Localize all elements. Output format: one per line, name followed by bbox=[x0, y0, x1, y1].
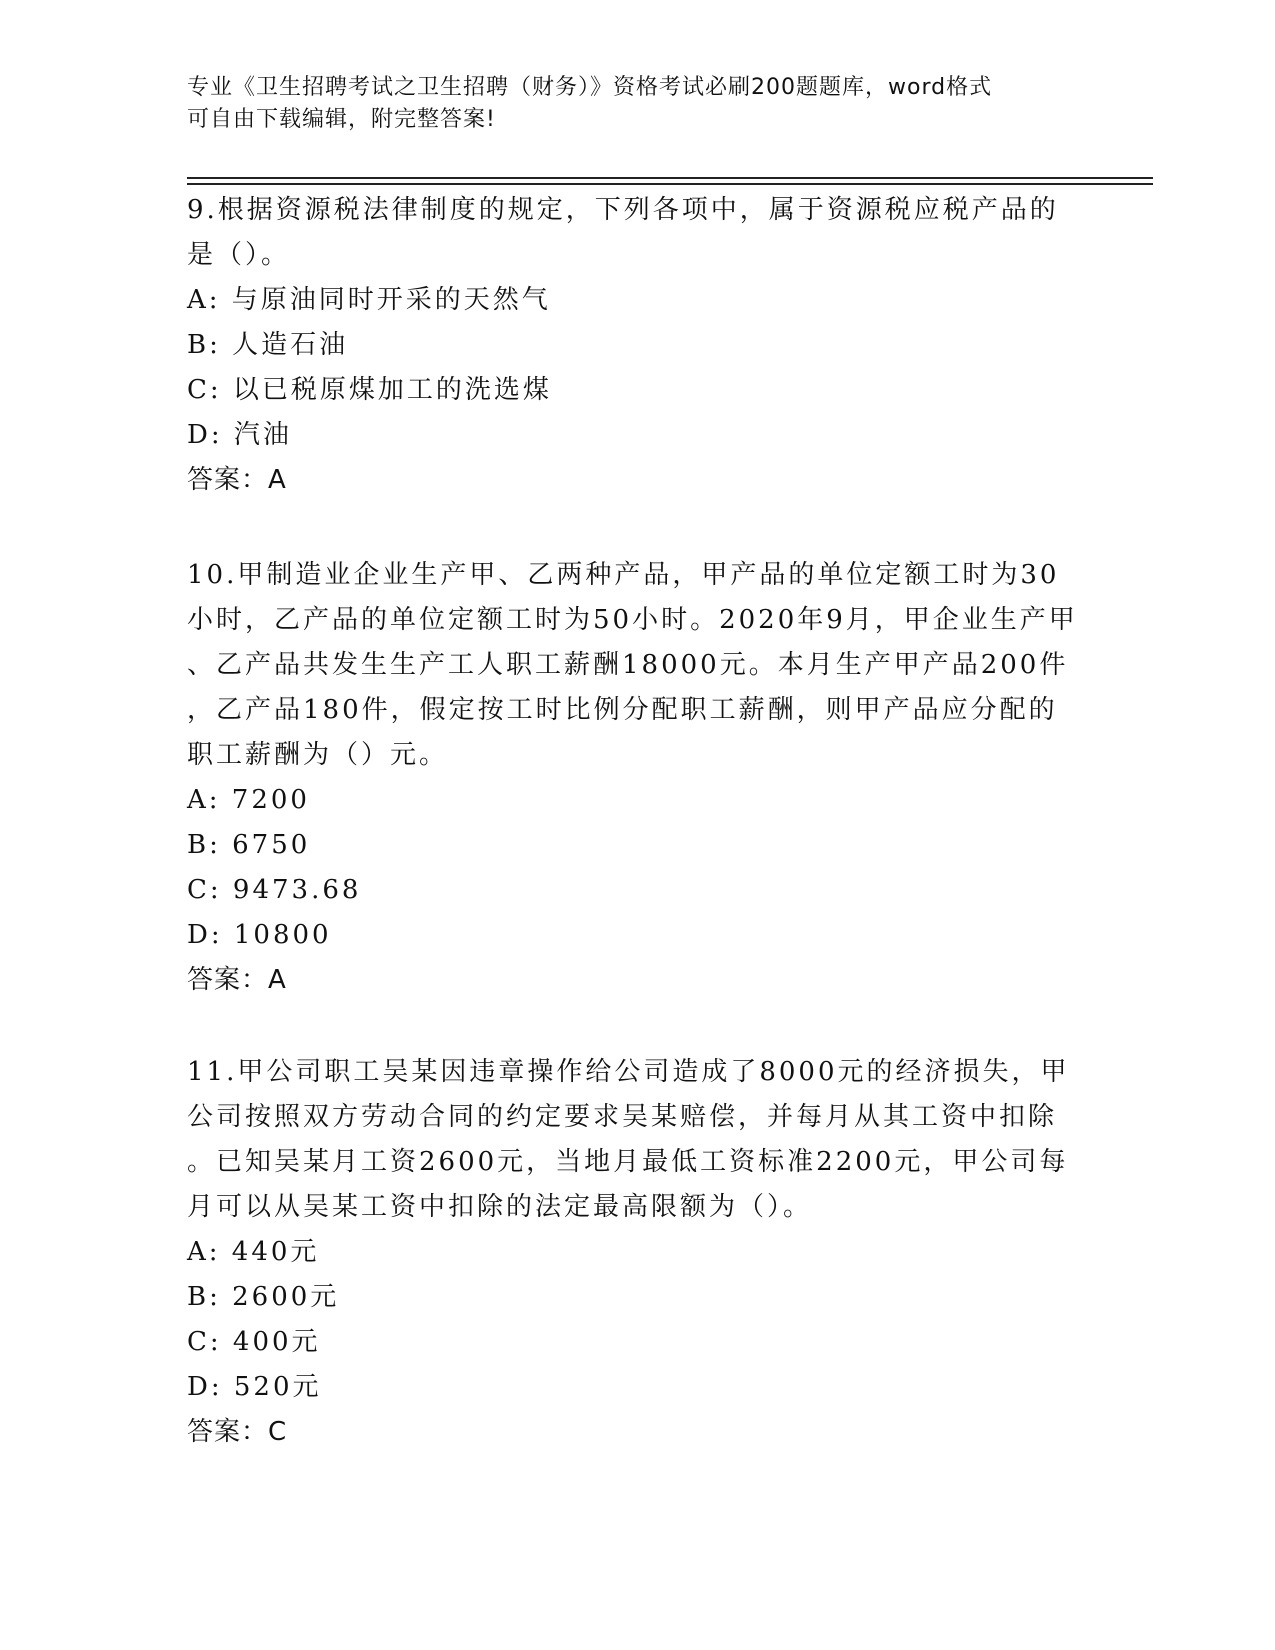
question-stem-line: 月可以从吴某工资中扣除的法定最高限额为（）。 bbox=[187, 1192, 813, 1222]
option-c: C: 9473.68 bbox=[187, 875, 362, 905]
question-stem-line: 11.甲公司职工吴某因违章操作给公司造成了8000元的经济损失，甲 bbox=[187, 1057, 1070, 1087]
option-c: C: 400元 bbox=[187, 1327, 321, 1357]
document-header bbox=[187, 72, 1067, 136]
option-b: B: 2600元 bbox=[187, 1282, 340, 1312]
question-stem-line: 小时，乙产品的单位定额工时为50小时。2020年9月，甲企业生产甲 bbox=[187, 605, 1078, 635]
option-b: B: 人造石油 bbox=[187, 330, 349, 360]
option-a: A: 7200 bbox=[187, 785, 310, 815]
header-rule-bottom bbox=[187, 183, 1153, 185]
header-line-2: 可自由下载编辑，附完整答案! bbox=[187, 107, 496, 132]
question-stem-line: ，乙产品180件，假定按工时比例分配职工薪酬，则甲产品应分配的 bbox=[187, 695, 1058, 725]
option-d: D: 520元 bbox=[187, 1372, 322, 1402]
option-a: A: 与原油同时开采的天然气 bbox=[187, 285, 551, 315]
question-10 bbox=[187, 553, 1087, 1003]
question-11 bbox=[187, 1050, 1087, 1455]
answer-line: 答案：A bbox=[187, 465, 287, 495]
question-stem-line: 是（）。 bbox=[187, 240, 291, 270]
question-stem-line: 。已知吴某月工资2600元，当地月最低工资标准2200元，甲公司每 bbox=[187, 1147, 1069, 1177]
question-9 bbox=[187, 188, 1087, 503]
header-rule-top bbox=[187, 177, 1153, 179]
option-d: D: 10800 bbox=[187, 920, 332, 950]
question-stem-line: 9.根据资源税法律制度的规定，下列各项中，属于资源税应税产品的 bbox=[187, 195, 1059, 225]
option-b: B: 6750 bbox=[187, 830, 311, 860]
option-c: C: 以已税原煤加工的洗选煤 bbox=[187, 375, 552, 405]
answer-line: 答案：C bbox=[187, 1417, 288, 1447]
header-line-1: 专业《卫生招聘考试之卫生招聘（财务）》资格考试必刷200题题库，word格式 bbox=[187, 75, 993, 100]
question-stem-line: 10.甲制造业企业生产甲、乙两种产品，甲产品的单位定额工时为30 bbox=[187, 560, 1060, 590]
question-stem-line: 职工薪酬为（）元。 bbox=[187, 740, 449, 770]
question-stem-line: 、乙产品共发生生产工人职工薪酬18000元。本月生产甲产品200件 bbox=[187, 650, 1069, 680]
option-a: A: 440元 bbox=[187, 1237, 320, 1267]
question-stem-line: 公司按照双方劳动合同的约定要求吴某赔偿，并每月从其工资中扣除 bbox=[187, 1102, 1058, 1132]
answer-line: 答案：A bbox=[187, 965, 287, 995]
option-d: D: 汽油 bbox=[187, 420, 292, 450]
